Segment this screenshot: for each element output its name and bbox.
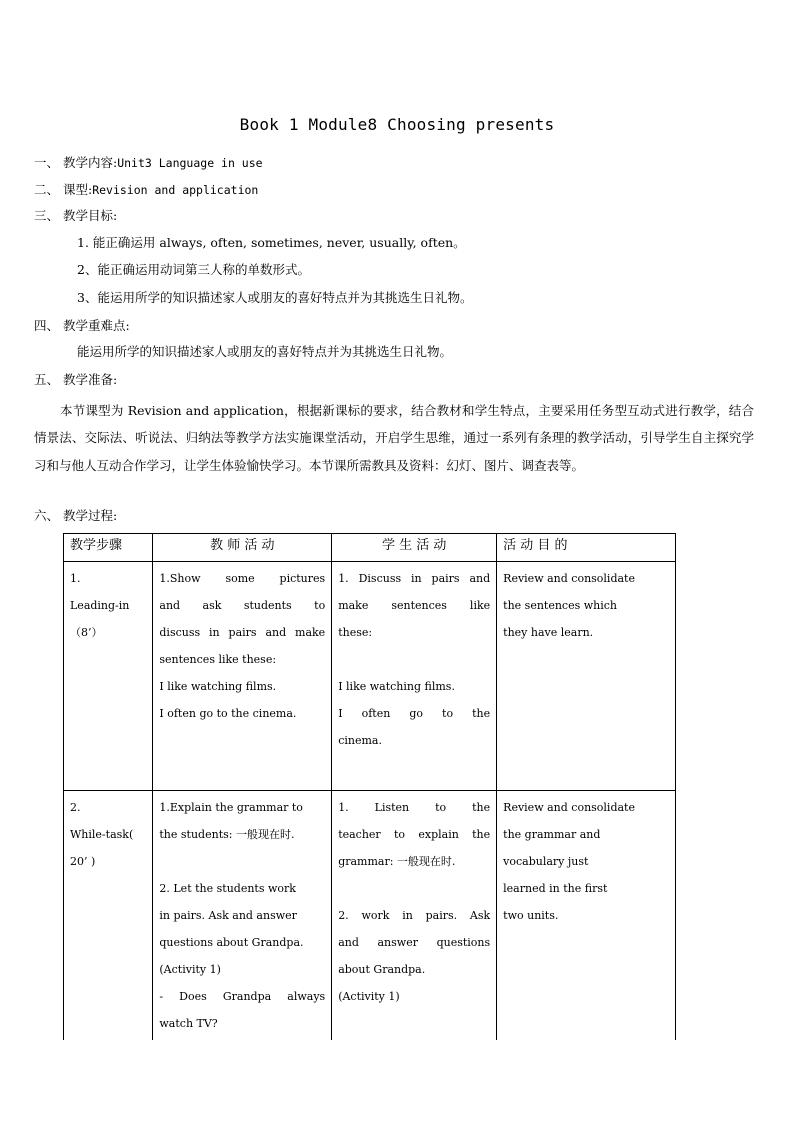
cell-line: [338, 646, 490, 673]
cell-line: watch TV?: [159, 1017, 218, 1030]
process-table: [63, 533, 676, 1040]
step-cell: [64, 791, 153, 1041]
section-lesson-type-value: Revision and application: [92, 183, 259, 197]
cell-line: Review and consolidate: [503, 572, 635, 585]
cell-line: make sentences like: [338, 599, 491, 612]
section-preparation-label: 五、 教学准备:: [34, 372, 118, 387]
cell-line: and ask students to: [159, 599, 326, 612]
header-teacher: 教 师 活 动: [153, 534, 332, 562]
section-content-label: 一、 教学内容:: [34, 155, 118, 170]
section-keypoints-value: 能运用所学的知识描述家人或朋友的喜好特点并为其挑选生日礼物。: [77, 344, 453, 359]
cell-line: I often go to the: [338, 707, 491, 720]
teacher-cell: [153, 562, 332, 791]
cell-line: they have learn.: [503, 626, 594, 639]
section-keypoints-label: 四、 教学重难点:: [34, 318, 130, 333]
cell-line: 2. work in pairs. Ask: [338, 909, 491, 922]
cell-line: grammar: 一般现在时.: [338, 855, 456, 868]
header-step: 教学步骤: [64, 534, 153, 562]
table-header-row: [64, 534, 676, 562]
step-line: （8’）: [70, 626, 103, 639]
purpose-cell: [497, 562, 676, 791]
cell-line: these:: [338, 626, 373, 639]
cell-line: 1. Discuss in pairs and: [338, 572, 491, 585]
header-student: 学 生 活 动: [332, 534, 497, 562]
table-row: [64, 791, 676, 1041]
step-line: 20’ ): [70, 855, 96, 868]
cell-line: discuss in pairs and make: [159, 626, 326, 639]
section-content: [34, 155, 263, 171]
cell-line: (Activity 1): [159, 963, 221, 976]
cell-line: in pairs. Ask and answer: [159, 909, 297, 922]
section-process-label: 六、 教学过程:: [34, 508, 118, 523]
cell-line: and answer questions: [338, 936, 491, 949]
section-preparation-text: 本节课型为 Revision and application，根据新课标的要求，结合教材和学生特点，主要采用任务型互动式进行教学，结合情景法、交际法、听说法、归纳法等教学方法实施课堂活动，开启学生思维，通过一系列有条理的教学活动，引导学生自主探究学习和与他人互动合作学习，让学生体验愉快学习。本节课所需教具及资料：幻灯、图片、调查表等。: [34, 403, 754, 473]
step-cell: [64, 562, 153, 791]
cell-line: two units.: [503, 909, 559, 922]
student-cell: [332, 562, 497, 791]
cell-line: cinema.: [338, 734, 382, 747]
cell-line: 2. Let the students work: [159, 882, 296, 895]
cell-line: 1.Show some pictures: [159, 572, 326, 585]
cell-line: the grammar and: [503, 828, 601, 841]
header-purpose: 活 动 目 的: [497, 534, 676, 562]
cell-line: the students: 一般现在时.: [159, 828, 295, 841]
cell-line: vocabulary just: [503, 855, 589, 868]
step-line: 2.: [70, 801, 81, 814]
cell-line: Review and consolidate: [503, 801, 635, 814]
teacher-cell: [153, 791, 332, 1041]
cell-line: - Does Grandpa always: [159, 990, 326, 1003]
table-row: [64, 562, 676, 791]
objective-item: 1. 能正确运用 always, often, sometimes, never, usually, often。: [77, 235, 466, 250]
cell-line: teacher to explain the: [338, 828, 491, 841]
cell-line: (Activity 1): [338, 990, 400, 1003]
section-content-value: Unit3 Language in use: [117, 156, 263, 170]
cell-line: I like watching films.: [338, 680, 455, 693]
section-lesson-type: [34, 182, 258, 198]
cell-line: questions about Grandpa.: [159, 936, 304, 949]
step-line: 1.: [70, 572, 81, 585]
step-line: While-task(: [70, 828, 134, 841]
objective-item: 3、能运用所学的知识描述家人或朋友的喜好特点并为其挑选生日礼物。: [77, 290, 473, 305]
cell-line: the sentences which: [503, 599, 617, 612]
cell-line: 1.Explain the grammar to: [159, 801, 303, 814]
document-title: Book 1 Module8 Choosing presents: [239, 115, 555, 134]
cell-line: learned in the first: [503, 882, 608, 895]
section-lesson-type-label: 二、 课型:: [34, 182, 93, 197]
cell-line: about Grandpa.: [338, 963, 426, 976]
student-cell: [332, 791, 497, 1041]
objective-item: 2、能正确运用动词第三人称的单数形式。: [77, 262, 310, 277]
cell-line: 1. Listen to the: [338, 801, 491, 814]
cell-line: I like watching films.: [159, 680, 277, 693]
cell-line: [338, 875, 490, 902]
cell-line: sentences like these:: [159, 653, 277, 666]
step-line: Leading-in: [70, 599, 130, 612]
purpose-cell: [497, 791, 676, 1041]
cell-line: I often go to the cinema.: [159, 707, 297, 720]
section-objectives-label: 三、 教学目标:: [34, 208, 118, 223]
cell-line: [159, 848, 325, 875]
